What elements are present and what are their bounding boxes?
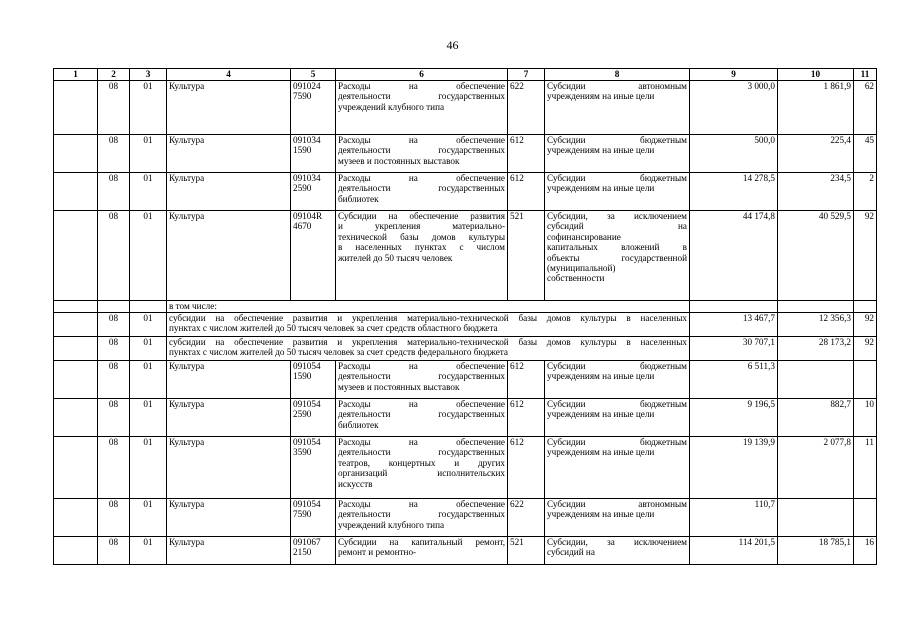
expense-type-name <box>545 361 690 399</box>
target-code <box>291 211 336 301</box>
executed-amount: 882,7 <box>778 399 854 437</box>
expense-type-name-line: Субсидии автономным <box>547 499 687 509</box>
expense-description-line: деятельности государственных <box>338 145 505 156</box>
expense-type-code: 622 <box>508 81 545 135</box>
planned-amount: 14 278,5 <box>690 173 778 211</box>
executed-amount: 12 356,3 <box>778 313 854 337</box>
subsection-code: 01 <box>130 211 167 301</box>
cell-empty <box>54 313 98 337</box>
execution-percent: 92 <box>854 211 877 301</box>
executed-amount: 225,4 <box>778 135 854 173</box>
target-code-part: 091034 <box>293 135 321 145</box>
planned-amount: 30 707,1 <box>690 337 778 361</box>
section-code: 08 <box>98 211 130 301</box>
target-code-part: 091054 <box>293 437 321 447</box>
expense-type-code: 612 <box>508 437 545 499</box>
target-code <box>291 437 336 499</box>
detail-description-line: субсидии на обеспечение развития и укрепления материально-технической базы домов культуры в населенных <box>169 337 687 347</box>
planned-amount: 19 139,9 <box>690 437 778 499</box>
section-name: Культура <box>167 499 291 537</box>
expense-description <box>336 135 508 173</box>
planned-amount: 13 467,7 <box>690 313 778 337</box>
expense-type-name-line: Субсидии бюджетным <box>547 399 687 409</box>
cell-empty <box>54 135 98 173</box>
section-name: Культура <box>167 537 291 565</box>
expense-description-line: деятельности государственных <box>338 371 505 382</box>
target-code <box>291 81 336 135</box>
execution-percent: 16 <box>854 537 877 565</box>
table-row <box>54 499 877 537</box>
expense-description-line: театров, концертных и других <box>338 457 505 468</box>
expense-type-code: 521 <box>508 537 545 565</box>
target-code <box>291 537 336 565</box>
expense-description-line: деятельности государственных <box>338 447 505 458</box>
cell-empty <box>54 81 98 135</box>
budget-table <box>53 68 877 565</box>
subsection-code: 01 <box>130 437 167 499</box>
subsection-code: 01 <box>130 313 167 337</box>
section-code: 08 <box>98 81 130 135</box>
planned-amount: 9 196,5 <box>690 399 778 437</box>
expense-type-name <box>545 499 690 537</box>
table-row <box>54 173 877 211</box>
expense-description-line: жителей до 50 тысяч человек <box>338 252 453 263</box>
cell-empty <box>98 301 130 313</box>
target-code-part: 091034 <box>293 173 321 183</box>
expense-description <box>336 537 508 565</box>
execution-percent: 92 <box>854 337 877 361</box>
expense-type-name-line: Субсидии автономным <box>547 81 687 91</box>
cell-empty <box>54 301 98 313</box>
expense-description-line: Расходы на обеспечение <box>338 135 505 145</box>
detail-description-line: пунктах с числом жителей до 50 тысяч человек за счет средств федерального бюджета <box>169 347 508 358</box>
target-code-part: 7590 <box>293 91 312 102</box>
expense-type-code: 612 <box>508 135 545 173</box>
table-row <box>54 211 877 301</box>
section-code: 08 <box>98 399 130 437</box>
subsection-code: 01 <box>130 81 167 135</box>
expense-description-line: организаций исполнительских <box>338 468 505 479</box>
executed-amount: 234,5 <box>778 173 854 211</box>
target-code <box>291 399 336 437</box>
page-number: 46 <box>446 38 459 52</box>
expense-type-name <box>545 173 690 211</box>
planned-amount: 44 174,8 <box>690 211 778 301</box>
target-code <box>291 173 336 211</box>
executed-amount: 40 529,5 <box>778 211 854 301</box>
expense-description-line: Расходы на обеспечение <box>338 81 505 91</box>
expense-description-line: Субсидии на обеспечение развития <box>338 211 505 221</box>
expense-description <box>336 399 508 437</box>
expense-description <box>336 173 508 211</box>
cell-empty <box>54 211 98 301</box>
section-name: Культура <box>167 211 291 301</box>
executed-amount <box>778 499 854 537</box>
target-code-part: 091054 <box>293 499 321 509</box>
column-header: 7 <box>508 69 545 81</box>
expense-type-name <box>545 537 690 565</box>
subsection-code: 01 <box>130 399 167 437</box>
execution-percent <box>854 499 877 537</box>
executed-amount: 28 173,2 <box>778 337 854 361</box>
cell-empty <box>130 301 167 313</box>
target-code-part: 091067 <box>293 537 321 547</box>
target-code-part: 091054 <box>293 361 321 371</box>
expense-type-name-line: учреждениям на иные цели <box>547 409 655 420</box>
section-code: 08 <box>98 337 130 361</box>
expense-type-name-line: учреждениям на иные цели <box>547 509 655 520</box>
section-code: 08 <box>98 313 130 337</box>
execution-percent: 2 <box>854 173 877 211</box>
column-header: 5 <box>291 69 336 81</box>
detail-description-line: субсидии на обеспечение развития и укрепления материально-технической базы домов культуры в населенных <box>169 313 687 323</box>
table-row <box>54 361 877 399</box>
target-code-part: 09104R <box>293 211 323 221</box>
expense-type-name <box>545 81 690 135</box>
target-code-part: 2590 <box>293 183 312 194</box>
planned-amount: 114 201,5 <box>690 537 778 565</box>
expense-description <box>336 211 508 301</box>
cell-empty <box>54 537 98 565</box>
table-row-detail <box>54 313 877 337</box>
executed-amount: 2 077,8 <box>778 437 854 499</box>
executed-amount <box>778 361 854 399</box>
section-name: Культура <box>167 437 291 499</box>
table-header-row <box>54 69 877 81</box>
expense-description-line: технической базы домов культуры <box>338 231 505 242</box>
target-code-part: 7590 <box>293 509 312 520</box>
planned-amount: 3 000,0 <box>690 81 778 135</box>
expense-description-line: учреждений клубного типа <box>338 519 445 530</box>
expense-description-line: деятельности государственных <box>338 183 505 194</box>
target-code-part: 3590 <box>293 447 312 458</box>
detail-description <box>167 313 690 337</box>
planned-amount: 500,0 <box>690 135 778 173</box>
cell-empty <box>778 301 854 313</box>
table-row-detail <box>54 337 877 361</box>
section-code: 08 <box>98 537 130 565</box>
executed-amount: 18 785,1 <box>778 537 854 565</box>
executed-amount: 1 861,9 <box>778 81 854 135</box>
column-header: 11 <box>854 69 877 81</box>
column-header: 4 <box>167 69 291 81</box>
expense-type-name-line: софинансирование <box>547 231 621 242</box>
expense-description <box>336 361 508 399</box>
column-header: 10 <box>778 69 854 81</box>
cell-empty <box>54 399 98 437</box>
target-code-part: 4670 <box>293 221 312 232</box>
expense-type-name-line: собственности <box>547 273 605 284</box>
section-name: Культура <box>167 361 291 399</box>
target-code <box>291 499 336 537</box>
execution-percent: 11 <box>854 437 877 499</box>
target-code-part: 1590 <box>293 145 312 156</box>
target-code-part: 1590 <box>293 371 312 382</box>
column-header: 8 <box>545 69 690 81</box>
section-code: 08 <box>98 499 130 537</box>
expense-type-name-line: Субсидии бюджетным <box>547 135 687 145</box>
expense-type-name-line: Субсидии бюджетным <box>547 361 687 371</box>
expense-type-name-line: Субсидии, за исключением <box>547 211 687 221</box>
expense-type-name-line: Субсидии, за исключением <box>547 537 687 547</box>
cell-empty <box>54 337 98 361</box>
expense-description <box>336 437 508 499</box>
expense-description-line: деятельности государственных <box>338 409 505 420</box>
target-code-part: 2150 <box>293 547 312 558</box>
cell-empty <box>54 361 98 399</box>
expense-description-line: Расходы на обеспечение <box>338 499 505 509</box>
expense-type-name <box>545 399 690 437</box>
section-name: Культура <box>167 135 291 173</box>
expense-type-name <box>545 211 690 301</box>
table-row-note <box>54 301 877 313</box>
section-code: 08 <box>98 437 130 499</box>
expense-description-line: музеев и постоянных выставок <box>338 381 460 392</box>
subsection-code: 01 <box>130 337 167 361</box>
expense-description-line: ремонт и ремонтно- <box>338 547 417 558</box>
target-code-part: 2590 <box>293 409 312 420</box>
expense-type-name-line: (муниципальной) <box>547 263 616 274</box>
expense-description <box>336 81 508 135</box>
expense-description-line: Расходы на обеспечение <box>338 437 505 447</box>
section-code: 08 <box>98 135 130 173</box>
subsection-code: 01 <box>130 499 167 537</box>
expense-type-code: 622 <box>508 499 545 537</box>
expense-type-name-line: субсидий на <box>547 547 595 558</box>
expense-type-name-line: Субсидии бюджетным <box>547 173 687 183</box>
target-code <box>291 361 336 399</box>
expense-description-line: библиотек <box>338 193 379 204</box>
expense-type-name-line: учреждениям на иные цели <box>547 371 655 382</box>
column-header: 2 <box>98 69 130 81</box>
table-row <box>54 437 877 499</box>
expense-type-name-line: объекты государственной <box>547 252 687 263</box>
expense-description-line: деятельности государственных <box>338 91 505 102</box>
cell-empty <box>54 173 98 211</box>
expense-type-name-line: капитальных вложений в <box>547 242 687 253</box>
expense-description-line: библиотек <box>338 419 379 430</box>
section-name: Культура <box>167 81 291 135</box>
detail-description-line: пунктах с числом жителей до 50 тысяч человек за счет средств областного бюджета <box>169 323 498 334</box>
planned-amount: 110,7 <box>690 499 778 537</box>
expense-description-line: Субсидии на капитальный ремонт, <box>338 537 505 547</box>
cell-empty <box>854 301 877 313</box>
column-header: 9 <box>690 69 778 81</box>
expense-type-name-line: учреждениям на иные цели <box>547 91 655 102</box>
expense-type-name <box>545 437 690 499</box>
execution-percent <box>854 361 877 399</box>
execution-percent: 45 <box>854 135 877 173</box>
expense-description-line: Расходы на обеспечение <box>338 361 505 371</box>
execution-percent: 10 <box>854 399 877 437</box>
table-row <box>54 537 877 565</box>
target-code-part: 091024 <box>293 81 321 91</box>
expense-type-code: 612 <box>508 399 545 437</box>
cell-empty <box>690 301 778 313</box>
expense-type-code: 612 <box>508 173 545 211</box>
expense-type-name-line: учреждениям на иные цели <box>547 145 655 156</box>
subsection-code: 01 <box>130 537 167 565</box>
execution-percent: 92 <box>854 313 877 337</box>
expense-description-line: Расходы на обеспечение <box>338 173 505 183</box>
expense-type-name-line: субсидий на <box>547 221 687 232</box>
expense-description <box>336 499 508 537</box>
expense-type-code: 521 <box>508 211 545 301</box>
expense-description-line: музеев и постоянных выставок <box>338 155 460 166</box>
expense-type-code: 612 <box>508 361 545 399</box>
table-row <box>54 399 877 437</box>
expense-description-line: учреждений клубного типа <box>338 101 445 112</box>
subsection-code: 01 <box>130 361 167 399</box>
expense-type-name-line: учреждениям на иные цели <box>547 447 655 458</box>
expense-description-line: деятельности государственных <box>338 509 505 520</box>
expense-description-line: Расходы на обеспечение <box>338 399 505 409</box>
column-header: 6 <box>336 69 508 81</box>
subsection-code: 01 <box>130 135 167 173</box>
column-header: 3 <box>130 69 167 81</box>
expense-description-line: и укрепления материально- <box>338 221 505 232</box>
section-code: 08 <box>98 361 130 399</box>
expense-type-name-line: учреждениям на иные цели <box>547 183 655 194</box>
cell-empty <box>54 437 98 499</box>
expense-type-name-line: Субсидии бюджетным <box>547 437 687 447</box>
expense-description-line: в населенных пунктах с числом <box>338 242 505 253</box>
note-text: в том числе: <box>167 301 690 313</box>
subsection-code: 01 <box>130 173 167 211</box>
table-row <box>54 81 877 135</box>
target-code <box>291 135 336 173</box>
section-name: Культура <box>167 173 291 211</box>
planned-amount: 6 511,3 <box>690 361 778 399</box>
execution-percent: 62 <box>854 81 877 135</box>
expense-type-name <box>545 135 690 173</box>
expense-description-line: искусств <box>338 478 373 489</box>
table-row <box>54 135 877 173</box>
detail-description <box>167 337 690 361</box>
column-header: 1 <box>54 69 98 81</box>
target-code-part: 091054 <box>293 399 321 409</box>
section-code: 08 <box>98 173 130 211</box>
section-name: Культура <box>167 399 291 437</box>
cell-empty <box>54 499 98 537</box>
